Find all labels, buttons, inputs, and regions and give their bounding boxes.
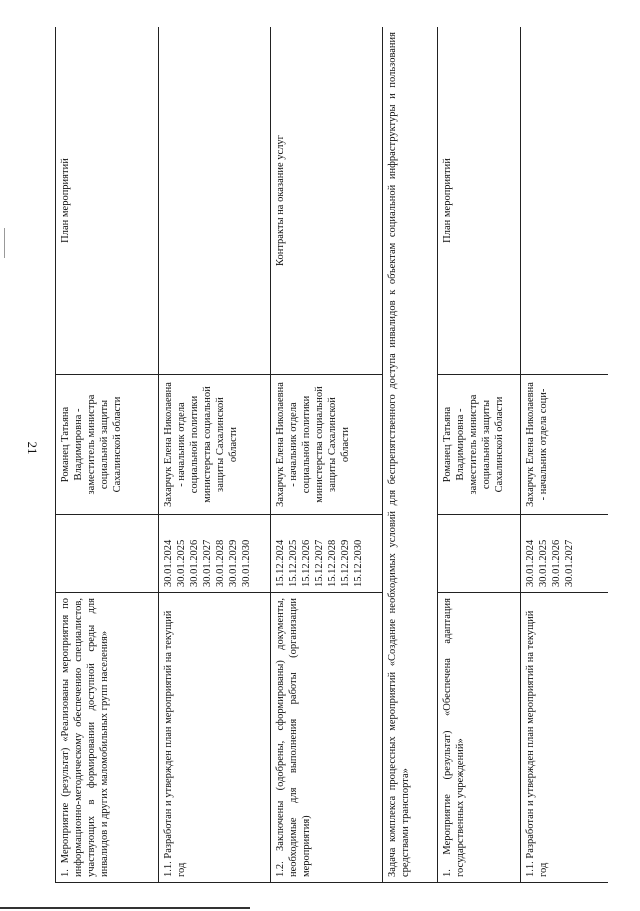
dates-cell: 30.01.2024 30.01.2025 30.01.2026 30.01.2027 30.01.2028 30.01.2029 30.01.2030 [159,515,271,593]
document-viewport [55,27,608,883]
measure-name-cell: 1. Мероприятие (результат) «Реализованы мероприятия по информационно-методическому обеспечению специалистов, участвующих в формировании доступной среды для инвалидов и других маломобильных групп населения» [56,593,159,883]
document-cell [159,27,271,375]
page-number: 21 [25,441,40,455]
table-row [438,27,521,883]
responsible-cell: Захарчук Елена Николаевна - начальник отдела соци- [521,375,609,515]
responsible-cell: Захарчук Елена Николаевна - начальник отдела социальной политики министерства социальной защиты Сахалинской области [159,375,271,515]
document-cell: План мероприятий [438,27,521,375]
document-cell: Контракты на оказание услуг [271,27,383,375]
table-row [56,27,159,883]
document-cell [521,27,609,375]
dates-cell: 15.12.2024 15.12.2025 15.12.2026 15.12.2027 15.12.2028 15.12.2029 15.12.2030 [271,515,383,593]
table-row [271,27,383,883]
dates-cell [438,515,521,593]
scan-edge-line [0,907,250,909]
table-row [383,27,438,883]
dates-cell: 30.01.2024 30.01.2025 30.01.2026 30.01.2027 [521,515,609,593]
responsible-cell: Захарчук Елена Николаевна - начальник отдела социальной политики министерства социальной защиты Сахалинской области [271,375,383,515]
measure-name-cell: 1.1. Разработан и утвержден план мероприятий на текущий год [521,593,609,883]
measure-name-cell: 1.2. Заключены (одобрены, сформированы) документы, необходимые для выполнения работы (организации мероприятия) [271,593,383,883]
task-heading: Задача комплекса процессных мероприятий «Создание необходимых условий для беспрепятственного доступа инвалидов к объектам социальной инфраструктуры и пользования средствами транспорта» [383,27,438,883]
document-cell: План мероприятий [56,27,159,375]
table-row [521,27,609,883]
measure-name-cell: 1.1. Разработан и утвержден план мероприятий на текущий год [159,593,271,883]
responsible-cell: Романец Татьяна Владимировна - заместитель министра социальной защиты Сахалинской области [56,375,159,515]
scan-mark [4,228,5,258]
rotated-page [55,27,608,883]
table-row [159,27,271,883]
dates-cell [56,515,159,593]
measure-name-cell: 1. Мероприятие (результат) «Обеспечена адаптация государственных учреждений» [438,593,521,883]
responsible-cell: Романец Татьяна Владимировна - заместитель министра социальной защиты Сахалинской области [438,375,521,515]
measures-table [55,27,608,883]
